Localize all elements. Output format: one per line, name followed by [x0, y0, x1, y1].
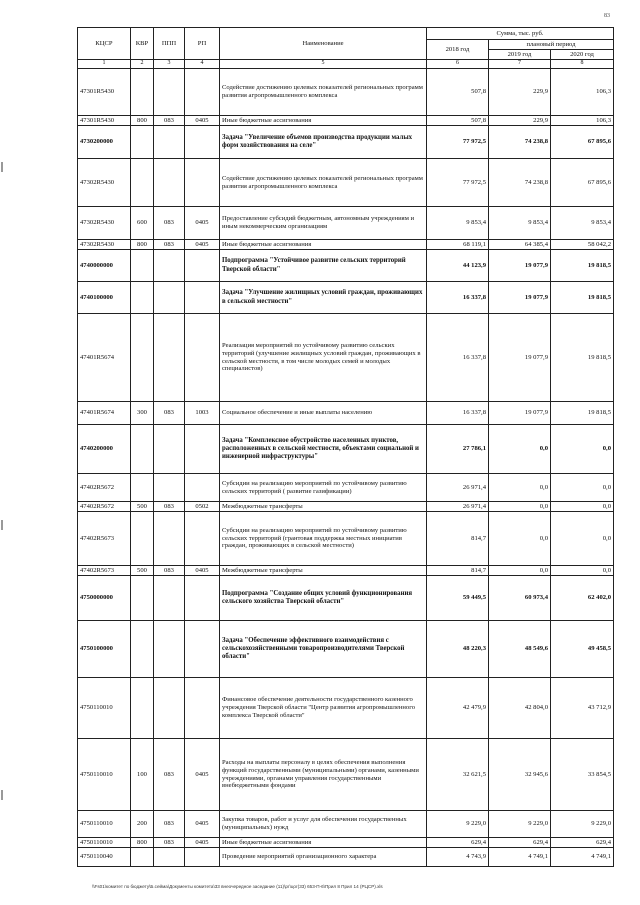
row-name: Субсидии на реализацию мероприятий по устойчивому развитию сельских территорий (грантовая поддержка местных инициатив граждан, проживающих в сельской местности) [220, 512, 427, 566]
row-kcsr: 47402R5672 [78, 474, 131, 502]
row-value-2018: 16 337,8 [427, 402, 489, 425]
row-rp: 1003 [185, 402, 220, 425]
row-kcsr: 4750110010 [78, 811, 131, 838]
row-value-2019: 229,9 [489, 116, 551, 126]
row-rp: 0405 [185, 207, 220, 240]
table-row [78, 69, 614, 116]
row-value-2019: 0,0 [489, 425, 551, 474]
row-kcsr: 4740000000 [78, 250, 131, 282]
table-row [78, 811, 614, 838]
row-value-2019: 629,4 [489, 838, 551, 848]
row-ppp [154, 512, 185, 566]
row-kvr: 500 [131, 566, 154, 576]
row-rp [185, 678, 220, 739]
row-value-2018: 814,7 [427, 512, 489, 566]
row-name: Финансовое обеспечение деятельности государственного казенного учреждения Тверской области "Центр развития агропромышленного комплекса Тверской области" [220, 678, 427, 739]
row-kvr [131, 848, 154, 867]
row-ppp [154, 69, 185, 116]
row-value-2020: 0,0 [551, 512, 614, 566]
row-name: Межбюджетные трансферты [220, 566, 427, 576]
row-ppp: 083 [154, 207, 185, 240]
row-value-2018: 32 621,5 [427, 739, 489, 811]
row-value-2019: 0,0 [489, 474, 551, 502]
row-kvr [131, 425, 154, 474]
row-kcsr: 4750110010 [78, 838, 131, 848]
row-kvr: 600 [131, 207, 154, 240]
row-value-2020: 106,3 [551, 69, 614, 116]
row-value-2019: 9 229,0 [489, 811, 551, 838]
row-value-2019: 9 853,4 [489, 207, 551, 240]
table-row [78, 739, 614, 811]
scan-edge-mark [1, 520, 3, 530]
row-value-2020: 19 818,5 [551, 250, 614, 282]
row-ppp [154, 474, 185, 502]
budget-table [77, 27, 614, 867]
row-value-2018: 814,7 [427, 566, 489, 576]
row-value-2018: 77 972,5 [427, 159, 489, 207]
row-rp [185, 69, 220, 116]
row-value-2020: 67 895,6 [551, 126, 614, 159]
row-value-2019: 64 385,4 [489, 240, 551, 250]
row-rp: 0405 [185, 838, 220, 848]
row-name: Субсидии на реализацию мероприятий по устойчивому развитию сельских территорий ( развитие газификации) [220, 474, 427, 502]
column-index: 7 [489, 60, 551, 69]
row-value-2019: 74 238,8 [489, 126, 551, 159]
header-sum: Сумма, тыс. руб. [427, 28, 614, 40]
row-kvr: 800 [131, 116, 154, 126]
table-row [78, 502, 614, 512]
row-name: Иные бюджетные ассигнования [220, 838, 427, 848]
row-kcsr: 47302R5430 [78, 240, 131, 250]
row-kcsr: 4740100000 [78, 282, 131, 314]
row-rp: 0405 [185, 566, 220, 576]
row-kcsr: 4750110010 [78, 678, 131, 739]
table-row [78, 566, 614, 576]
row-value-2020: 9 853,4 [551, 207, 614, 240]
header-ppp: ППП [154, 28, 185, 60]
row-value-2020: 19 818,5 [551, 402, 614, 425]
column-index: 6 [427, 60, 489, 69]
row-value-2018: 26 971,4 [427, 502, 489, 512]
row-rp: 0405 [185, 116, 220, 126]
row-name: Реализация мероприятий по устойчивому развитию сельских территорий (улучшение жилищных условий граждан, проживающих в сельской местности, в том числе молодых семей и молодых специалистов) [220, 314, 427, 402]
row-name: Подпрограмма "Устойчивое развитие сельских территорий Тверской области" [220, 250, 427, 282]
row-kvr: 200 [131, 811, 154, 838]
row-ppp [154, 621, 185, 678]
table-row [78, 425, 614, 474]
row-kcsr: 47402R5673 [78, 512, 131, 566]
table-row [78, 838, 614, 848]
row-ppp: 083 [154, 838, 185, 848]
column-index-row [78, 60, 614, 69]
row-value-2019: 74 238,8 [489, 159, 551, 207]
row-rp [185, 576, 220, 621]
row-value-2019: 48 549,6 [489, 621, 551, 678]
row-ppp [154, 126, 185, 159]
row-value-2018: 16 337,8 [427, 282, 489, 314]
row-ppp: 083 [154, 811, 185, 838]
row-rp [185, 425, 220, 474]
column-index: 4 [185, 60, 220, 69]
row-value-2020: 4 749,1 [551, 848, 614, 867]
header-2018: 2018 год [427, 40, 489, 60]
row-ppp [154, 576, 185, 621]
row-ppp [154, 159, 185, 207]
row-name: Подпрограмма "Создание общих условий функционирования сельского хозяйства Тверской области" [220, 576, 427, 621]
row-value-2018: 507,8 [427, 69, 489, 116]
row-value-2020: 58 042,2 [551, 240, 614, 250]
row-kvr: 800 [131, 240, 154, 250]
row-rp [185, 474, 220, 502]
row-kcsr: 47402R5672 [78, 502, 131, 512]
row-name: Задача "Комплексное обустройство населенных пунктов, расположенных в сельской местности, объектами социальной и инженерной инфраструктуры" [220, 425, 427, 474]
row-kcsr: 4750000000 [78, 576, 131, 621]
row-value-2019: 32 945,6 [489, 739, 551, 811]
header-2019: 2019 год [489, 50, 551, 60]
row-name: Межбюджетные трансферты [220, 502, 427, 512]
row-ppp [154, 282, 185, 314]
row-ppp: 083 [154, 739, 185, 811]
row-rp [185, 848, 220, 867]
row-name: Расходы на выплаты персоналу в целях обеспечения выполнения функций государственными (муниципальными) органами, казенными учреждениями, органами управления государственными внебюджетными фондами [220, 739, 427, 811]
table-row [78, 621, 614, 678]
row-value-2020: 0,0 [551, 474, 614, 502]
table-row [78, 474, 614, 502]
row-rp [185, 282, 220, 314]
table-row [78, 159, 614, 207]
row-value-2020: 629,4 [551, 838, 614, 848]
row-kcsr: 4740200000 [78, 425, 131, 474]
row-value-2020: 19 818,5 [551, 314, 614, 402]
row-value-2018: 42 479,9 [427, 678, 489, 739]
row-kvr [131, 621, 154, 678]
row-value-2020: 106,3 [551, 116, 614, 126]
row-kvr [131, 250, 154, 282]
row-rp [185, 250, 220, 282]
table-row [78, 207, 614, 240]
row-name: Закупка товаров, работ и услуг для обеспечения государственных (муниципальных) нужд [220, 811, 427, 838]
row-value-2020: 9 229,0 [551, 811, 614, 838]
row-value-2020: 0,0 [551, 425, 614, 474]
header-planned-period: плановый период [489, 40, 614, 50]
row-value-2018: 77 972,5 [427, 126, 489, 159]
row-kvr: 100 [131, 739, 154, 811]
row-ppp [154, 250, 185, 282]
row-rp [185, 159, 220, 207]
row-kcsr: 47301R5430 [78, 116, 131, 126]
row-name: Содействие достижению целевых показателей региональных программ развития агропромышленного комплекса [220, 159, 427, 207]
page-number: 83 [604, 13, 610, 19]
row-value-2019: 42 804,0 [489, 678, 551, 739]
row-kvr: 500 [131, 502, 154, 512]
row-ppp: 083 [154, 502, 185, 512]
row-value-2019: 0,0 [489, 502, 551, 512]
row-name: Социальное обеспечение и иные выплаты населению [220, 402, 427, 425]
row-ppp [154, 425, 185, 474]
row-ppp: 083 [154, 240, 185, 250]
row-value-2018: 26 971,4 [427, 474, 489, 502]
row-value-2020: 19 818,5 [551, 282, 614, 314]
file-path-footer: \\Fs01\комитет по бюджету\Б.сейма\Документы комитета\33 внеочередное заседание (11)\рг\цог(33) 653-П-6\Прил 8 Прил 14 (РЦСР).xls [92, 884, 383, 889]
row-kvr [131, 126, 154, 159]
table-body [78, 69, 614, 867]
header-kcsr: КЦСР [78, 28, 131, 60]
row-kvr [131, 159, 154, 207]
row-rp: 0405 [185, 240, 220, 250]
row-kvr: 300 [131, 402, 154, 425]
row-ppp: 083 [154, 116, 185, 126]
row-value-2020: 67 895,6 [551, 159, 614, 207]
row-rp: 0502 [185, 502, 220, 512]
row-value-2019: 229,9 [489, 69, 551, 116]
row-value-2020: 62 402,0 [551, 576, 614, 621]
table-row [78, 402, 614, 425]
column-index: 2 [131, 60, 154, 69]
row-value-2019: 19 077,9 [489, 282, 551, 314]
row-kvr [131, 314, 154, 402]
row-value-2020: 43 712,9 [551, 678, 614, 739]
table-row [78, 250, 614, 282]
row-rp [185, 621, 220, 678]
row-rp [185, 314, 220, 402]
row-rp: 0405 [185, 739, 220, 811]
row-name: Задача "Обеспечение эффективного взаимодействия с сельскохозяйственными товаропроизводителями Тверской области" [220, 621, 427, 678]
row-kvr [131, 576, 154, 621]
row-value-2020: 0,0 [551, 502, 614, 512]
row-kvr [131, 282, 154, 314]
row-value-2018: 9 853,4 [427, 207, 489, 240]
row-kcsr: 4730200000 [78, 126, 131, 159]
row-value-2018: 9 229,0 [427, 811, 489, 838]
row-value-2020: 49 458,5 [551, 621, 614, 678]
row-value-2018: 4 743,9 [427, 848, 489, 867]
column-index: 3 [154, 60, 185, 69]
row-ppp [154, 314, 185, 402]
table-row [78, 512, 614, 566]
row-kvr [131, 678, 154, 739]
row-name: Иные бюджетные ассигнования [220, 116, 427, 126]
row-value-2019: 4 749,1 [489, 848, 551, 867]
row-rp [185, 126, 220, 159]
row-name: Содействие достижению целевых показателей региональных программ развития агропромышленного комплекса [220, 69, 427, 116]
row-ppp [154, 848, 185, 867]
row-value-2018: 44 123,9 [427, 250, 489, 282]
header-name: Наименование [220, 28, 427, 60]
scan-edge-mark [1, 162, 3, 172]
row-kvr [131, 474, 154, 502]
table-row [78, 314, 614, 402]
row-kcsr: 4750110040 [78, 848, 131, 867]
header-2020: 2020 год [551, 50, 614, 60]
row-kcsr: 47401R5674 [78, 402, 131, 425]
row-ppp [154, 678, 185, 739]
row-kcsr: 47401R5674 [78, 314, 131, 402]
header-kvr: КВР [131, 28, 154, 60]
table-row [78, 848, 614, 867]
row-name: Проведение мероприятий организационного характера [220, 848, 427, 867]
row-value-2020: 33 854,5 [551, 739, 614, 811]
row-name: Задача "Улучшение жилищных условий граждан, проживающих в сельской местности" [220, 282, 427, 314]
row-value-2019: 19 077,9 [489, 314, 551, 402]
row-value-2019: 0,0 [489, 566, 551, 576]
row-value-2018: 16 337,8 [427, 314, 489, 402]
row-kcsr: 47302R5430 [78, 207, 131, 240]
row-value-2020: 0,0 [551, 566, 614, 576]
row-value-2018: 27 786,1 [427, 425, 489, 474]
table-row [78, 126, 614, 159]
row-name: Иные бюджетные ассигнования [220, 240, 427, 250]
row-kcsr: 47301R5430 [78, 69, 131, 116]
row-kcsr: 47302R5430 [78, 159, 131, 207]
row-value-2018: 68 119,1 [427, 240, 489, 250]
column-index: 8 [551, 60, 614, 69]
row-rp: 0405 [185, 811, 220, 838]
column-index: 1 [78, 60, 131, 69]
table-row [78, 240, 614, 250]
table-row [78, 576, 614, 621]
row-ppp: 083 [154, 402, 185, 425]
table-row [78, 116, 614, 126]
row-value-2018: 507,8 [427, 116, 489, 126]
row-value-2018: 59 449,5 [427, 576, 489, 621]
row-name: Предоставление субсидий бюджетным, автономным учреждениям и иным некоммерческим организациям [220, 207, 427, 240]
column-index: 5 [220, 60, 427, 69]
row-value-2018: 48 220,3 [427, 621, 489, 678]
row-value-2019: 19 077,9 [489, 402, 551, 425]
table-row [78, 678, 614, 739]
row-kvr: 800 [131, 838, 154, 848]
table-row [78, 282, 614, 314]
row-value-2019: 0,0 [489, 512, 551, 566]
row-kcsr: 47402R5673 [78, 566, 131, 576]
row-kvr [131, 69, 154, 116]
row-kcsr: 4750110010 [78, 739, 131, 811]
row-value-2019: 60 973,4 [489, 576, 551, 621]
row-value-2019: 19 077,9 [489, 250, 551, 282]
row-ppp: 083 [154, 566, 185, 576]
row-rp [185, 512, 220, 566]
header-rp: РП [185, 28, 220, 60]
row-value-2018: 629,4 [427, 838, 489, 848]
row-kcsr: 4750100000 [78, 621, 131, 678]
row-name: Задача "Увеличение объемов производства продукции малых форм хозяйствования на селе" [220, 126, 427, 159]
row-kvr [131, 512, 154, 566]
scan-edge-mark [1, 790, 3, 800]
